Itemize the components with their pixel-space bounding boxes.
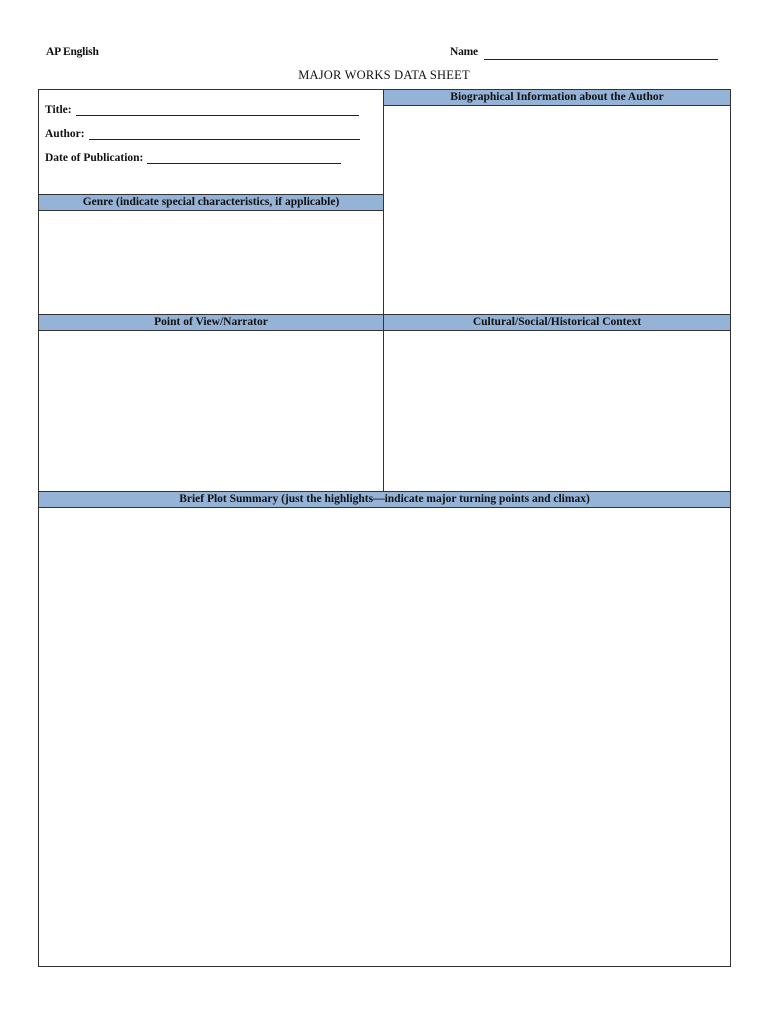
date-field[interactable] [45,152,365,164]
title-line[interactable] [76,104,359,116]
date-label: Date of Publication: [45,152,144,164]
context-section-header: Cultural/Social/Historical Context [383,314,731,331]
name-label: Name [450,46,478,58]
title-field[interactable] [45,104,365,116]
context-area[interactable] [384,331,730,491]
biography-area[interactable] [384,106,730,314]
date-line[interactable] [147,152,341,164]
title-label: Title: [45,104,72,116]
page-title: MAJOR WORKS DATA SHEET [298,68,470,82]
genre-area[interactable] [39,211,383,314]
course-label: AP English [46,46,99,58]
plot-summary-area[interactable] [39,508,730,966]
author-line[interactable] [89,128,360,140]
point-of-view-area[interactable] [39,331,383,491]
author-label: Author: [45,128,85,140]
author-field[interactable] [45,128,365,140]
plot-summary-section-header: Brief Plot Summary (just the highlights—indicate major turning points and climax) [38,491,731,508]
genre-section-header: Genre (indicate special characteristics, if applicable) [38,194,384,211]
point-of-view-section-header: Point of View/Narrator [38,314,384,331]
name-input-line[interactable] [484,59,718,60]
biography-section-header: Biographical Information about the Author [383,89,731,106]
